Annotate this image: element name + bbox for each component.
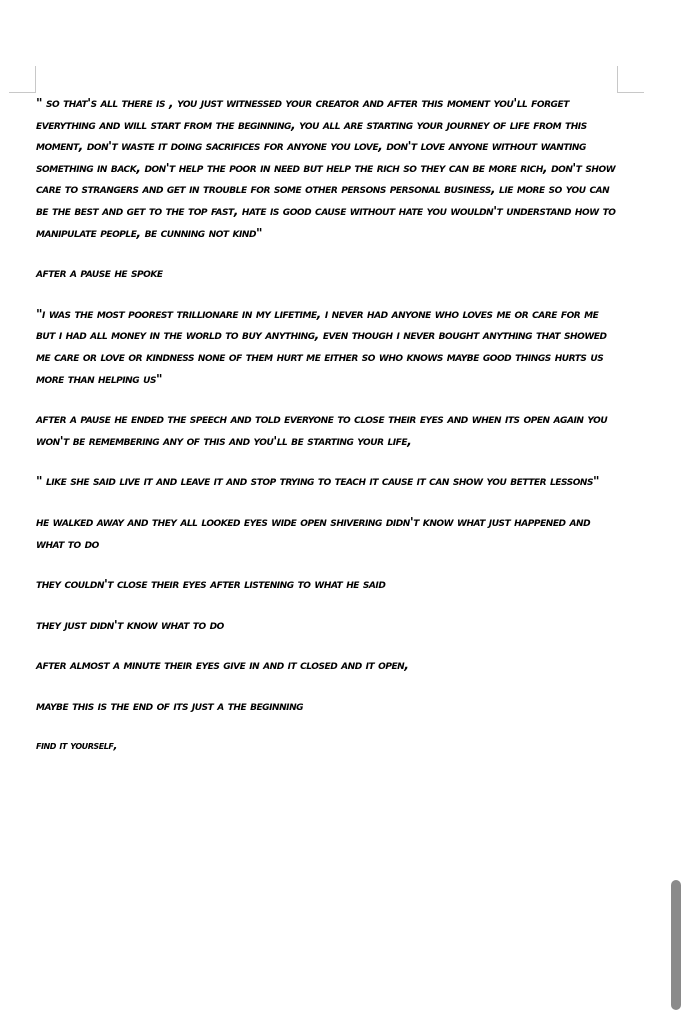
document-body[interactable] [36, 92, 620, 776]
paragraph-8: they just didn't know what to do [36, 616, 224, 632]
margin-corner-top-left [9, 66, 36, 93]
paragraph-3: "i was the most poorest trillionare in my lifetime, i never had anyone who loves me or care for me but i had all money in the world to buy anything, even though i never bought anything that showed me care or love or kindness none of them hurt me either so who knows maybe good things hurts us more than helping us" [36, 305, 607, 386]
paragraph-6: he walked away and they all looked eyes wide open shivering didn't know what just happened and what to do [36, 513, 591, 551]
vertical-scrollbar-thumb[interactable] [671, 880, 681, 1010]
paragraph-9: after almost a minute their eyes give in and it closed and it open, [36, 657, 409, 673]
margin-corner-top-right [617, 66, 644, 93]
paragraph-4: after a pause he ended the speech and told everyone to close their eyes and when its open again you won't be remembering any of this and you'll be starting your life, [36, 411, 608, 448]
paragraph-2: after a pause he spoke [36, 265, 163, 281]
paragraph-11: find it yourself, [36, 739, 118, 753]
paragraph-1: " so that's all there is , you just witnessed your creator and after this moment you'll forget everything and will start from the beginning, you all are starting your journey of life from this moment, don't waste it doing sacrifices for anyone you love, don't love anyone without wanting something in back, don't help the poor in need but help the rich so they can be more rich, don't show care to strangers and get in trouble for some other persons personal business, lie more so you can be the best and get to the top fast, hate is good cause without hate you wouldn't understand how to manipulate people, be cunning not kind" [36, 95, 616, 240]
paragraph-5: " like she said live it and leave it and stop trying to teach it cause it can show you better lessons" [36, 473, 600, 489]
paragraph-10: maybe this is the end of its just a the beginning [36, 697, 304, 713]
paragraph-7: they couldn't close their eyes after listening to what he said [36, 576, 386, 592]
